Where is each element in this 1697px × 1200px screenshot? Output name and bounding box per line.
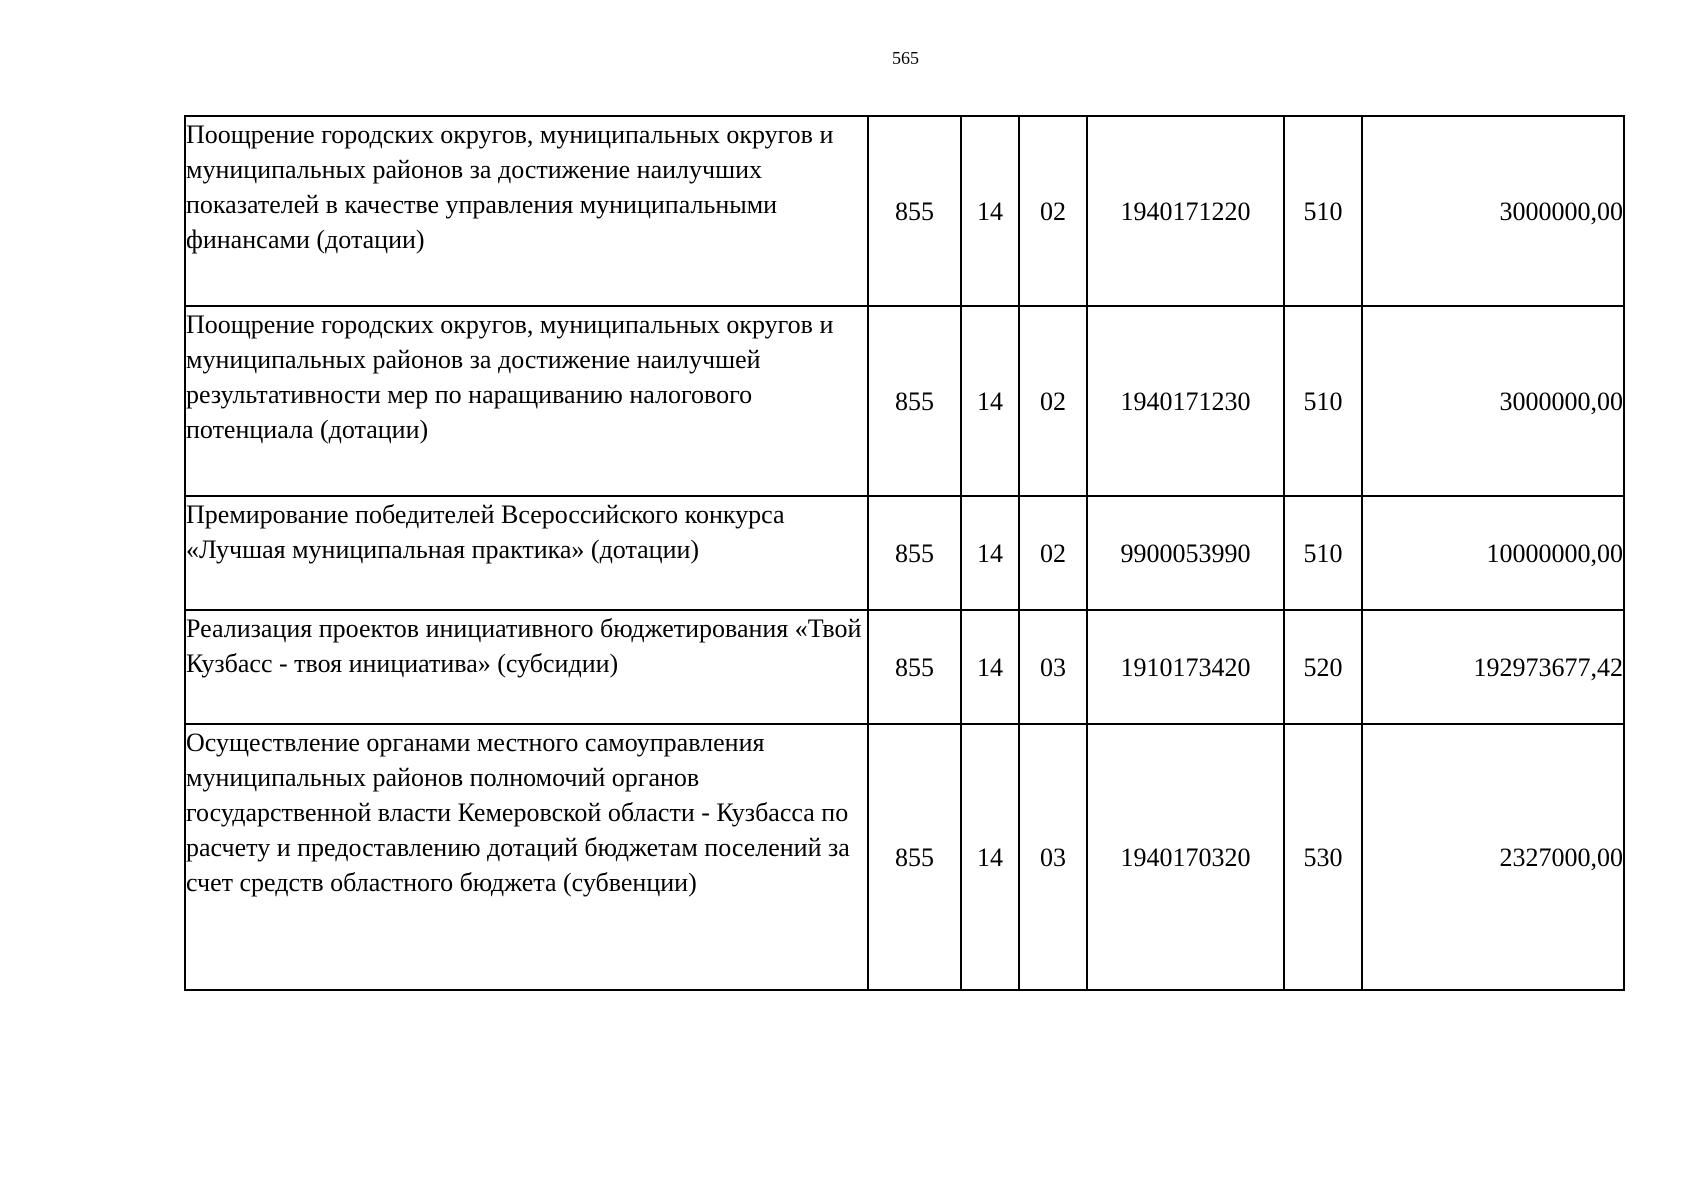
ministry-code: 855 (868, 306, 961, 496)
table-row (185, 306, 1624, 496)
row-description: Поощрение городских округов, муниципальных округов и муниципальных районов за достижение наилучших показателей в качестве управления муниципальными финансами (дотации) (185, 116, 868, 306)
section-code: 14 (961, 724, 1019, 990)
expense-type-code: 510 (1284, 116, 1362, 306)
ministry-code: 855 (868, 610, 961, 724)
subsection-code: 03 (1019, 724, 1087, 990)
amount-value: 2327000,00 (1362, 724, 1624, 990)
expense-type-code: 510 (1284, 306, 1362, 496)
section-code: 14 (961, 496, 1019, 610)
amount-value: 3000000,00 (1362, 306, 1624, 496)
section-code: 14 (961, 116, 1019, 306)
budget-table (184, 115, 1625, 991)
amount-value: 10000000,00 (1362, 496, 1624, 610)
expense-type-code: 520 (1284, 610, 1362, 724)
table-row (185, 610, 1624, 724)
row-description: Осуществление органами местного самоуправления муниципальных районов полномочий органов государственной власти Кемеровской области - Кузбасса по расчету и предоставлению дотаций бюджетам поселений за счет средств областного бюджета (субвенции) (185, 724, 868, 990)
expense-type-code: 530 (1284, 724, 1362, 990)
target-article-code: 1940170320 (1087, 724, 1284, 990)
section-code: 14 (961, 610, 1019, 724)
page-number: 565 (892, 48, 919, 68)
subsection-code: 02 (1019, 496, 1087, 610)
target-article-code: 9900053990 (1087, 496, 1284, 610)
subsection-code: 03 (1019, 610, 1087, 724)
target-article-code: 1940171230 (1087, 306, 1284, 496)
table-row (185, 724, 1624, 990)
target-article-code: 1910173420 (1087, 610, 1284, 724)
table-row (185, 496, 1624, 610)
row-description: Премирование победителей Всероссийского конкурса «Лучшая муниципальная практика» (дотации) (185, 496, 868, 610)
row-description: Поощрение городских округов, муниципальных округов и муниципальных районов за достижение наилучшей результативности мер по наращиванию налогового потенциала (дотации) (185, 306, 868, 496)
subsection-code: 02 (1019, 306, 1087, 496)
expense-type-code: 510 (1284, 496, 1362, 610)
table-row (185, 116, 1624, 306)
amount-value: 3000000,00 (1362, 116, 1624, 306)
target-article-code: 1940171220 (1087, 116, 1284, 306)
amount-value: 192973677,42 (1362, 610, 1624, 724)
ministry-code: 855 (868, 724, 961, 990)
row-description: Реализация проектов инициативного бюджетирования «Твой Кузбасс - твоя инициатива» (субсидии) (185, 610, 868, 724)
section-code: 14 (961, 306, 1019, 496)
ministry-code: 855 (868, 116, 961, 306)
subsection-code: 02 (1019, 116, 1087, 306)
ministry-code: 855 (868, 496, 961, 610)
